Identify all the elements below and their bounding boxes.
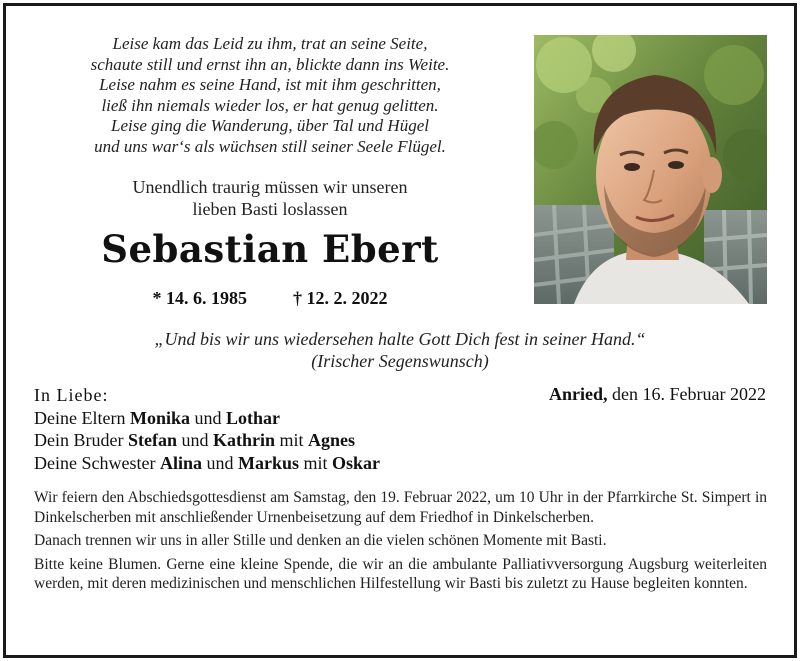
poem-line: Leise ging die Wanderung, über Tal und Hügel bbox=[111, 116, 429, 135]
intro-line: Unendlich traurig müssen wir unseren bbox=[132, 177, 408, 197]
birth-date: * 14. 6. 1985 bbox=[152, 288, 247, 308]
family-member-name: Oskar bbox=[332, 452, 381, 473]
service-details bbox=[34, 488, 767, 598]
paragraph-farewell: Danach trennen wir uns in aller Stille und denken an die vielen schönen Momente mit Basti. bbox=[34, 532, 607, 549]
quote-text: „Und bis wir uns wiedersehen halte Gott Dich fest in seiner Hand.“ bbox=[154, 329, 646, 349]
quote-source: (Irischer Segenswunsch) bbox=[311, 351, 489, 371]
family-text: Deine Eltern bbox=[34, 407, 130, 428]
deceased-name: Sebastian Ebert bbox=[101, 227, 439, 271]
family-text: und bbox=[189, 407, 226, 428]
family-member-name: Agnes bbox=[308, 430, 356, 450]
family-line-sister bbox=[34, 452, 504, 475]
poem-line: schaute still und ernst ihn an, blickte dann ins Weite. bbox=[90, 54, 450, 74]
family-heading: In Liebe: bbox=[34, 385, 109, 405]
portrait-photo bbox=[534, 35, 767, 304]
family-line-brother bbox=[34, 429, 504, 452]
poem bbox=[40, 34, 500, 157]
family-list bbox=[34, 384, 504, 474]
date: den 16. Februar 2022 bbox=[607, 384, 766, 404]
portrait-image bbox=[534, 35, 767, 304]
family-member-name: Stefan bbox=[127, 430, 177, 450]
paragraph-donation: Bitte keine Blumen. Gerne eine kleine Spende, die wir an die ambulante Palliativversorgung Augsburg weiterleiten werden, mit deren medizinischen und menschlichen Hilfestellung wir Basti bis zuletzt zu Hause begleiten konnten. bbox=[34, 555, 767, 592]
family-text: und bbox=[176, 430, 213, 450]
place: Anried, bbox=[549, 384, 608, 404]
poem-line: Leise nahm es seine Hand, ist mit ihm geschritten, bbox=[99, 75, 441, 94]
family-member-name: Lothar bbox=[225, 407, 280, 428]
intro-text bbox=[40, 176, 500, 220]
family-text: Dein Bruder bbox=[34, 430, 128, 450]
life-dates bbox=[40, 288, 500, 309]
poem-line: ließ ihn niemals wieder los, er hat genug gelitten. bbox=[101, 95, 439, 115]
family-line-parents bbox=[34, 407, 504, 430]
family-member-name: Kathrin bbox=[212, 430, 275, 450]
family-text: mit bbox=[299, 452, 333, 473]
place-and-date bbox=[549, 384, 766, 405]
family-text: mit bbox=[275, 430, 309, 450]
intro-line: lieben Basti loslassen bbox=[192, 199, 348, 219]
poem-line: und uns war‘s als wüchsen still seiner Seele Flügel. bbox=[94, 136, 446, 156]
paragraph-service: Wir feiern den Abschiedsgottesdienst am Samstag, den 19. Februar 2022, um 10 Uhr in der Pfarrkirche St. Simpert in Dinkelscherben mit anschließender Urnenbeisetzung auf dem Friedhof in Dinkelscherben. bbox=[34, 489, 767, 526]
quote bbox=[30, 328, 770, 372]
family-member-name: Monika bbox=[129, 407, 190, 428]
death-date: † 12. 2. 2022 bbox=[293, 288, 388, 308]
family-member-name: Alina bbox=[159, 452, 202, 473]
family-text: Deine Schwester bbox=[34, 452, 160, 473]
family-member-name: Markus bbox=[237, 452, 299, 473]
poem-line: Leise kam das Leid zu ihm, trat an seine Seite, bbox=[112, 34, 428, 53]
family-text: und bbox=[201, 452, 238, 473]
